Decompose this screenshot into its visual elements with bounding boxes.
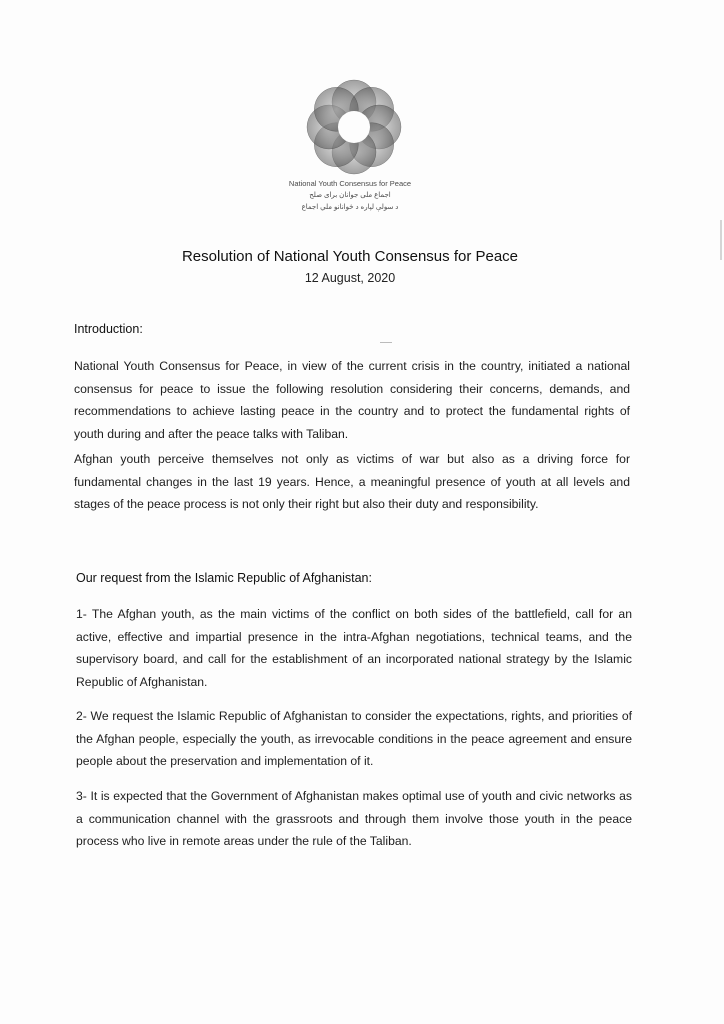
request-item-1: 1- The Afghan youth, as the main victims of the conflict on both sides of the battlefield, call for an active, effective and impartial presence in the intra-Afghan negotiations, technical teams, and the supervisory board, and call for the establishment of an incorporated national strategy by the Islamic Republic of Afghanistan. — [76, 607, 632, 689]
scan-edge-mark — [720, 220, 722, 260]
request-item-3: 3- It is expected that the Government of Afghanistan makes optimal use of youth and civic networks as a communication channel with the grassroots and through them involve those youth in the peace process who live in remote areas under the rule of the Taliban. — [76, 789, 632, 848]
intro-paragraph-1: National Youth Consensus for Peace, in view of the current crisis in the country, initiated a national consensus for peace to issue the following resolution considering their concerns, demands, and recommendations to achieve lasting peace in the country and to protect the fundamental rights of youth during and after the peace talks with Taliban. — [74, 359, 630, 441]
org-name-dari: اجماع ملی جوانان برای صلح — [309, 192, 391, 199]
request-item-2: 2- We request the Islamic Republic of Afghanistan to consider the expectations, rights, and priorities of the Afghan people, especially the youth, as irrevocable conditions in the peace agreement and ensure people about the preservation and implementation of it. — [76, 709, 632, 768]
scan-speck — [380, 342, 392, 343]
org-name-english: National Youth Consensus for Peace — [288, 179, 412, 188]
org-logo-icon — [299, 72, 409, 182]
intro-paragraph-2: Afghan youth perceive themselves not only as victims of war but also as a driving force for fundamental changes in the last 19 years. Hence, a meaningful presence of youth at all levels and stages of the peace process is not only their right but also their duty and responsibility. — [74, 452, 630, 511]
document-title: Resolution of National Youth Consensus for Peace — [181, 248, 519, 265]
request-heading: Our request from the Islamic Republic of Afghanistan: — [76, 571, 372, 585]
flower-logo-graphic — [299, 72, 409, 182]
org-name-pashto: د سولې لپاره د ځوانانو ملي اجماع — [301, 204, 399, 211]
intro-heading: Introduction: — [74, 322, 143, 336]
document-date: 12 August, 2020 — [304, 271, 396, 285]
